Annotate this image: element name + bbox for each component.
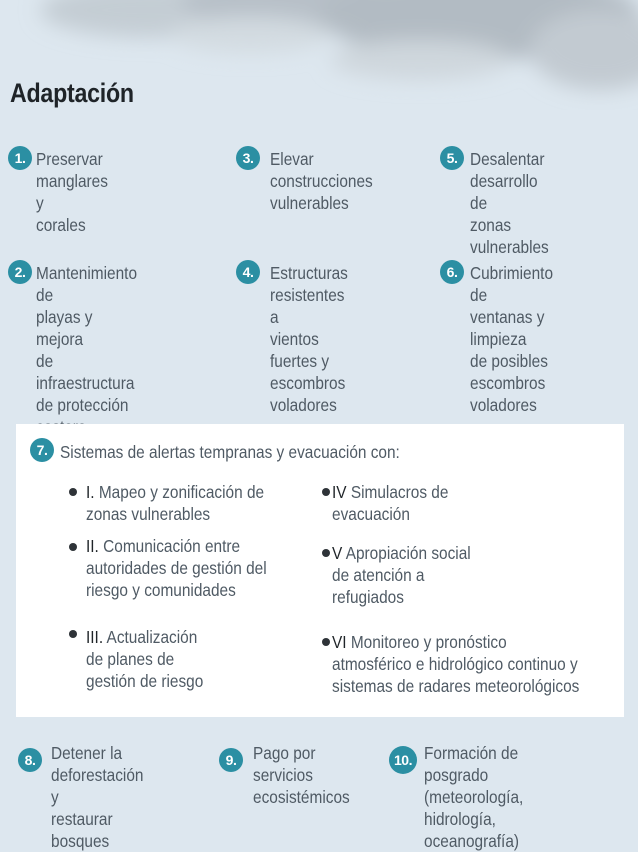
- number-badge: 9.: [219, 748, 243, 772]
- item-text: Formación de posgrado (meteorología, hidrología, oceanografía): [424, 743, 524, 851]
- bullet-item: II. Comunicación entre autoridades de gestión del riesgo y comunidades: [86, 536, 267, 600]
- item-text: Pago por servicios ecosistémicos: [253, 743, 350, 807]
- number-badge: 8.: [18, 748, 42, 772]
- bullet-item: IV Simulacros de evacuación: [332, 482, 449, 524]
- panel-heading: Sistemas de alertas tempranas y evacuación con:: [60, 442, 400, 462]
- bullet-item: I. Mapeo y zonificación de zonas vulnerables: [86, 482, 265, 524]
- bullet-icon: [322, 638, 330, 646]
- number-badge: 10.: [389, 746, 417, 774]
- item-text: Mantenimiento de playas y mejora de infraestructura de protección: [36, 263, 138, 415]
- number-badge: 1.: [8, 146, 32, 170]
- page-title: Adaptación: [10, 78, 134, 108]
- item-text: Desalentar desarrollo de zonas vulnerables: [470, 149, 549, 257]
- number-badge: 5.: [440, 146, 464, 170]
- number-badge: 3.: [236, 146, 260, 170]
- bullet-icon: [69, 630, 77, 638]
- bullet-icon: [322, 488, 330, 496]
- number-badge: 6.: [440, 260, 464, 284]
- bullet-icon: [322, 549, 330, 557]
- item-text: Elevar construcciones vulnerables: [270, 149, 373, 213]
- item-text: Detener la deforestación y restaurar bosques: [51, 743, 144, 851]
- number-badge: 4.: [236, 260, 260, 284]
- item-text: Preservar manglares y corales: [36, 149, 108, 235]
- early-warning-panel: [16, 424, 624, 717]
- number-badge: 7.: [30, 438, 54, 462]
- bullet-item: VI Monitoreo y pronóstico atmosférico e hidrológico continuo y sistemas de radares meteorológicos: [332, 632, 580, 696]
- number-badge: 2.: [8, 260, 32, 284]
- bullet-item: V Apropiación social de atención a refugiados: [332, 543, 471, 607]
- item-text: Cubrimiento de ventanas y limpieza de posibles escombros voladores: [470, 263, 554, 415]
- bullet-item: III. Actualización de planes de gestión de riesgo: [86, 627, 204, 691]
- bullet-icon: [69, 488, 77, 496]
- item-text: Estructuras resistentes a vientos fuertes y escombros voladores: [270, 263, 348, 415]
- bullet-icon: [69, 543, 77, 551]
